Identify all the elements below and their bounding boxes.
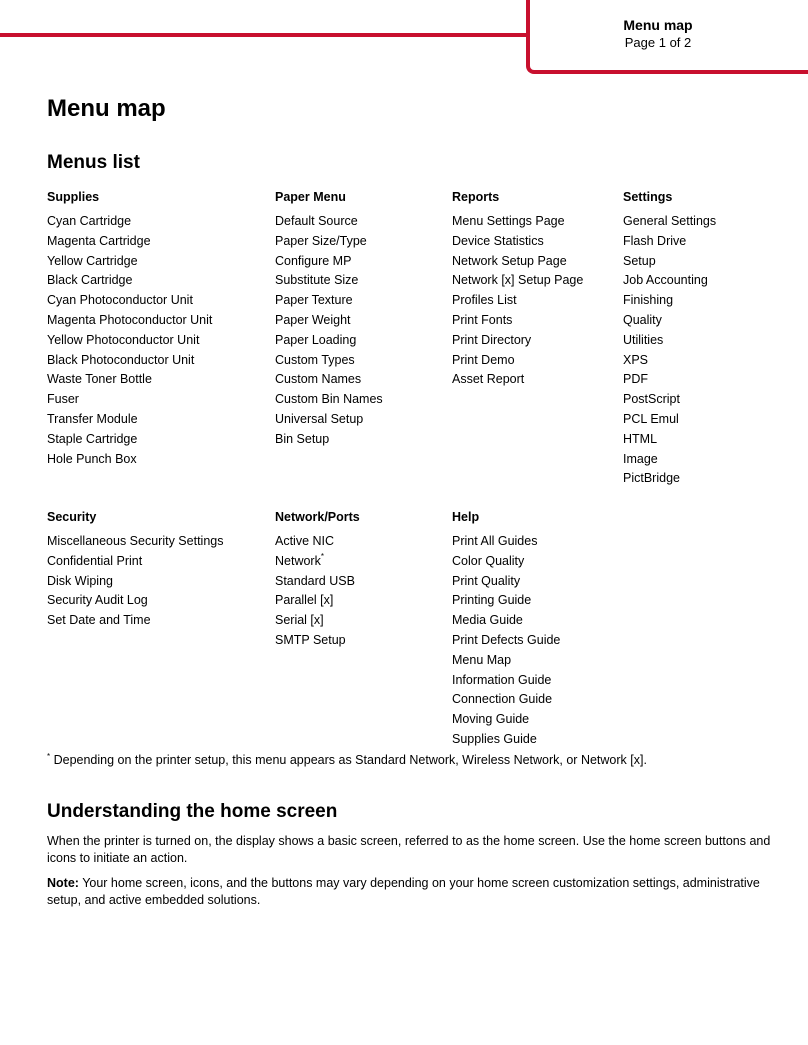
column-heading: Reports bbox=[452, 190, 500, 204]
menu-item-label: Cyan Photoconductor Unit bbox=[47, 293, 193, 308]
menu-item-label: Fuser bbox=[47, 392, 79, 407]
menu-item-label: Custom Types bbox=[275, 352, 355, 367]
menu-item bbox=[275, 332, 383, 352]
menu-item bbox=[623, 233, 716, 253]
menu-item bbox=[47, 312, 212, 332]
menu-item bbox=[275, 312, 383, 332]
note-label: Note: bbox=[47, 876, 79, 890]
menu-item-label: Supplies Guide bbox=[452, 731, 537, 746]
menu-column-reports bbox=[452, 189, 583, 391]
menu-item-label: General Settings bbox=[623, 214, 717, 228]
menu-item-label: Network Setup Page bbox=[452, 253, 567, 268]
menu-item bbox=[452, 292, 583, 312]
menu-item bbox=[452, 233, 583, 253]
page-title: Menu map bbox=[47, 95, 166, 122]
column-heading: Network/Ports bbox=[275, 510, 360, 524]
menu-item bbox=[452, 371, 583, 391]
menu-item-label: Paper Weight bbox=[275, 312, 351, 327]
menu-item bbox=[47, 272, 212, 292]
menu-item-label: Print All Guides bbox=[452, 534, 538, 548]
menu-item-list bbox=[275, 533, 360, 652]
menu-item-label: Black Photoconductor Unit bbox=[47, 352, 195, 367]
menu-item bbox=[275, 371, 383, 391]
menu-column-paper-menu bbox=[275, 189, 383, 451]
menu-item-label: Confidential Print bbox=[47, 553, 143, 568]
menu-item bbox=[623, 332, 716, 352]
menu-item bbox=[275, 592, 360, 612]
menu-item-label: Disk Wiping bbox=[47, 573, 113, 588]
menu-item-label: Default Source bbox=[275, 214, 358, 228]
menu-item-label: PostScript bbox=[623, 392, 680, 407]
menu-item-label: Print Defects Guide bbox=[452, 632, 561, 647]
menu-item-label: Security Audit Log bbox=[47, 593, 148, 608]
menu-item bbox=[47, 411, 212, 431]
menu-item-label: PCL Emul bbox=[623, 411, 679, 426]
menu-item bbox=[47, 391, 212, 411]
menu-item-label: Print Fonts bbox=[452, 312, 513, 327]
menu-column-security bbox=[47, 509, 223, 632]
menu-item bbox=[47, 553, 223, 573]
menu-item-label: Substitute Size bbox=[275, 273, 359, 288]
menu-item-label: Setup bbox=[623, 253, 656, 268]
menu-item-label: Paper Size/Type bbox=[275, 233, 367, 248]
menu-item bbox=[623, 352, 716, 372]
menu-item bbox=[452, 592, 560, 612]
menu-item bbox=[275, 612, 360, 632]
menu-item bbox=[47, 233, 212, 253]
menu-item bbox=[47, 253, 212, 273]
menu-item-list bbox=[452, 213, 583, 391]
menu-item-label: Print Directory bbox=[452, 332, 532, 347]
menu-item-label: Profiles List bbox=[452, 293, 517, 308]
menu-item-label: Device Statistics bbox=[452, 233, 544, 248]
column-heading: Supplies bbox=[47, 190, 100, 204]
menu-item bbox=[275, 411, 383, 431]
home-screen-note bbox=[47, 875, 777, 908]
menu-item-label: Moving Guide bbox=[452, 712, 530, 727]
menu-column-help bbox=[452, 509, 560, 751]
menu-item-label: Universal Setup bbox=[275, 411, 364, 426]
menu-item bbox=[275, 272, 383, 292]
menu-item-list bbox=[623, 213, 716, 490]
menu-item bbox=[275, 632, 360, 652]
menu-item-label: Waste Toner Bottle bbox=[47, 372, 152, 387]
menu-item-label: Custom Bin Names bbox=[275, 392, 383, 407]
menu-item-label: Image bbox=[623, 451, 658, 466]
menu-item-label: Print Demo bbox=[452, 352, 515, 367]
menu-item bbox=[275, 431, 383, 451]
menu-item-label: Yellow Photoconductor Unit bbox=[47, 332, 200, 347]
menu-item-list bbox=[47, 533, 223, 632]
menu-item-label: Hole Punch Box bbox=[47, 451, 137, 466]
column-heading: Help bbox=[452, 510, 480, 524]
menu-item bbox=[623, 272, 716, 292]
header-red-line bbox=[0, 33, 530, 37]
menu-item bbox=[452, 533, 560, 553]
menu-item-label: Configure MP bbox=[275, 253, 352, 268]
menu-item-list bbox=[47, 213, 212, 470]
menu-item bbox=[452, 632, 560, 652]
home-screen-title: Understanding the home screen bbox=[47, 801, 338, 822]
menu-item-label: Custom Names bbox=[275, 372, 362, 387]
menu-item bbox=[47, 612, 223, 632]
menu-item bbox=[47, 332, 212, 352]
menu-item-list bbox=[452, 533, 560, 751]
menu-item-label: Standard USB bbox=[275, 573, 355, 588]
menu-item bbox=[275, 213, 383, 233]
menu-item bbox=[275, 553, 360, 573]
menu-item bbox=[452, 652, 560, 672]
menu-item-label: Magenta Cartridge bbox=[47, 233, 151, 248]
note-text: Your home screen, icons, and the buttons may vary depending on your home screen customization settings, administrative setup, and active embedded solutions. bbox=[47, 876, 760, 907]
menu-item-label: Yellow Cartridge bbox=[47, 253, 138, 268]
menu-item bbox=[623, 391, 716, 411]
menu-item bbox=[275, 292, 383, 312]
menu-item bbox=[623, 312, 716, 332]
menu-item bbox=[623, 292, 716, 312]
menu-item-label: Black Cartridge bbox=[47, 273, 133, 288]
menu-item-label: Menu Settings Page bbox=[452, 214, 565, 228]
menu-item bbox=[452, 253, 583, 273]
column-heading: Paper Menu bbox=[275, 190, 346, 204]
menu-item-label: Flash Drive bbox=[623, 233, 687, 248]
menu-item-label: Print Quality bbox=[452, 573, 521, 588]
menu-item-label: Set Date and Time bbox=[47, 613, 151, 628]
menu-item-label: Network [x] Setup Page bbox=[452, 273, 584, 288]
menu-item-label: Utilities bbox=[623, 332, 664, 347]
menu-item bbox=[452, 672, 560, 692]
menu-item bbox=[47, 371, 212, 391]
footnote-marker: * bbox=[47, 752, 51, 761]
menu-item bbox=[47, 451, 212, 471]
menu-item bbox=[452, 711, 560, 731]
menu-item-label: Cyan Cartridge bbox=[47, 214, 132, 228]
menu-item bbox=[623, 411, 716, 431]
menu-item bbox=[275, 253, 383, 273]
menu-item-label: Network bbox=[275, 553, 321, 568]
menu-item-label: Information Guide bbox=[452, 672, 552, 687]
menu-item bbox=[47, 592, 223, 612]
menu-item-label: Magenta Photoconductor Unit bbox=[47, 312, 213, 327]
menu-item-label: Quality bbox=[623, 312, 662, 327]
menu-item bbox=[47, 292, 212, 312]
menu-item bbox=[47, 573, 223, 593]
menus-list-title: Menus list bbox=[47, 152, 140, 173]
footnote-text: Depending on the printer setup, this menu appears as Standard Network, Wireless Network, or Network [x]. bbox=[50, 753, 647, 767]
menu-item-label: HTML bbox=[623, 431, 658, 446]
menu-item bbox=[623, 213, 716, 233]
menu-item bbox=[452, 213, 583, 233]
menu-item-label: Job Accounting bbox=[623, 273, 708, 288]
menu-item-label: Printing Guide bbox=[452, 593, 532, 608]
menu-item-label: Asset Report bbox=[452, 372, 525, 387]
menu-item-label: XPS bbox=[623, 352, 649, 367]
menu-item bbox=[452, 691, 560, 711]
column-heading: Security bbox=[47, 510, 97, 524]
menu-item-label: Staple Cartridge bbox=[47, 431, 138, 446]
menu-item-label: Active NIC bbox=[275, 534, 335, 548]
menu-item-label: PDF bbox=[623, 372, 648, 387]
menu-item bbox=[623, 451, 716, 471]
footnote-marker: * bbox=[320, 551, 324, 561]
menu-item bbox=[47, 533, 223, 553]
menu-item bbox=[47, 352, 212, 372]
menu-item bbox=[275, 533, 360, 553]
menu-item bbox=[275, 391, 383, 411]
menu-item-label: Color Quality bbox=[452, 553, 525, 568]
menu-item bbox=[452, 352, 583, 372]
menu-item bbox=[47, 213, 212, 233]
menu-item-label: Transfer Module bbox=[47, 411, 138, 426]
menu-item bbox=[623, 253, 716, 273]
home-screen-paragraph: When the printer is turned on, the display shows a basic screen, referred to as the home screen. Use the home screen buttons and icons to initiate an action. bbox=[47, 834, 771, 865]
menu-item bbox=[452, 332, 583, 352]
menu-column-settings bbox=[623, 189, 716, 490]
menu-item-label: Finishing bbox=[623, 293, 674, 308]
menu-item bbox=[452, 573, 560, 593]
menu-item-label: Menu Map bbox=[452, 652, 512, 667]
menu-item-label: SMTP Setup bbox=[275, 632, 346, 647]
menu-item-label: Media Guide bbox=[452, 613, 523, 628]
menu-item-label: Serial [x] bbox=[275, 613, 324, 628]
menu-column-supplies bbox=[47, 189, 212, 470]
header-title: Menu map bbox=[623, 17, 693, 33]
menu-item bbox=[452, 272, 583, 292]
menu-item-label: PictBridge bbox=[623, 471, 680, 486]
menu-item bbox=[452, 612, 560, 632]
menu-item bbox=[623, 371, 716, 391]
menu-item bbox=[623, 470, 716, 490]
menu-item bbox=[275, 233, 383, 253]
column-heading: Settings bbox=[623, 190, 673, 204]
menu-item bbox=[623, 431, 716, 451]
menu-item bbox=[47, 431, 212, 451]
menu-item bbox=[452, 312, 583, 332]
network-footnote bbox=[47, 753, 647, 767]
menu-item-label: Bin Setup bbox=[275, 431, 330, 446]
menu-column-network-ports bbox=[275, 509, 360, 652]
menu-item-label: Paper Loading bbox=[275, 332, 357, 347]
menu-item-label: Paper Texture bbox=[275, 293, 353, 308]
menu-item-label: Parallel [x] bbox=[275, 593, 334, 608]
menu-item bbox=[452, 731, 560, 751]
menu-item bbox=[452, 553, 560, 573]
menu-item-label: Miscellaneous Security Settings bbox=[47, 534, 224, 548]
header-page-number: Page 1 of 2 bbox=[624, 35, 692, 50]
menu-item bbox=[275, 573, 360, 593]
menu-item-list bbox=[275, 213, 383, 451]
menu-item bbox=[275, 352, 383, 372]
menu-item-label: Connection Guide bbox=[452, 692, 553, 707]
